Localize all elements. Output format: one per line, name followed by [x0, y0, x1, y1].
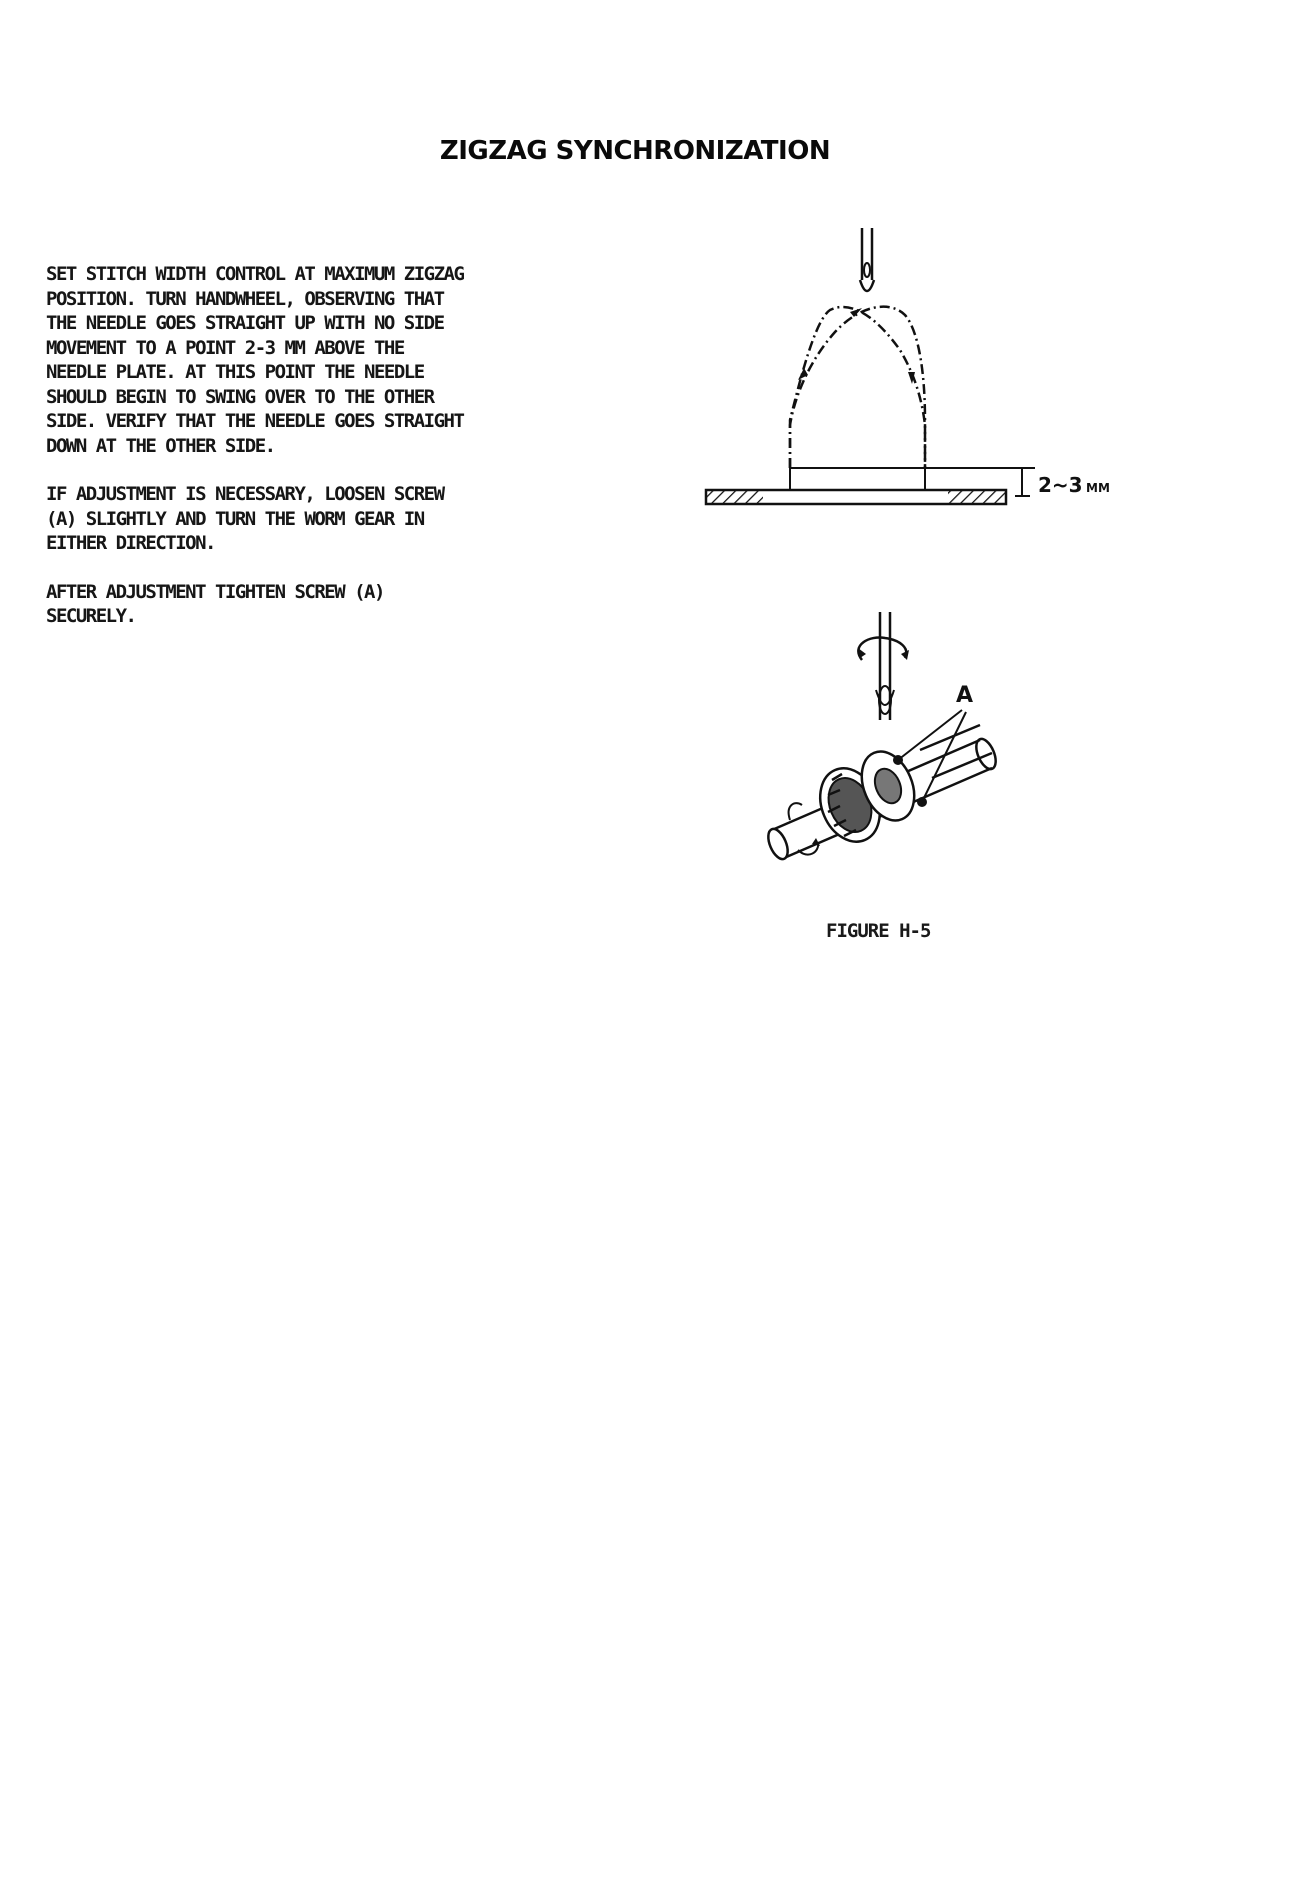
instruction-paragraph-3: AFTER ADJUSTMENT TIGHTEN SCREW (A) SECURELY. [46, 580, 384, 627]
needle-icon [860, 228, 874, 291]
page-title: ZIGZAG SYNCHRONIZATION [439, 136, 831, 166]
instruction-paragraph-1: SET STITCH WIDTH CONTROL AT MAXIMUM ZIGZAG POSITION. TURN HANDWHEEL, OBSERVING THAT THE NEEDLE GOES STRAIGHT UP WITH NO SIDE MOVEMENT TO A POINT 2-3 MM ABOVE THE NEEDLE PLATE. AT THIS POINT THE NEEDLE SHOULD BEGIN TO SWING OVER TO THE OTHER SIDE. VERIFY THAT THE NEEDLE GOES STRAIGHT DOWN AT THE OTHER SIDE. [46, 263, 464, 457]
needle-path-diagram [706, 228, 1110, 504]
needle-trajectory [790, 307, 925, 468]
figure-caption: FIGURE H-5 [826, 920, 931, 942]
instruction-paragraph-2: IF ADJUSTMENT IS NECESSARY, LOOSEN SCREW (A) SLIGHTLY AND TURN THE WORM GEAR IN EITHER DIRECTION. [46, 483, 444, 554]
needle-bar-icon [876, 612, 894, 720]
worm-gear-diagram [764, 612, 999, 862]
instructions-text [46, 262, 606, 653]
worm-gear-icon [809, 743, 924, 850]
figure-illustration [700, 220, 1160, 900]
dimension-unit: MM [1086, 481, 1110, 495]
rotation-arrow-icon [858, 637, 909, 660]
callout-label-a: A [956, 683, 974, 708]
needle-plate [706, 468, 1006, 504]
dimension-label: 2~3 [1038, 473, 1083, 497]
